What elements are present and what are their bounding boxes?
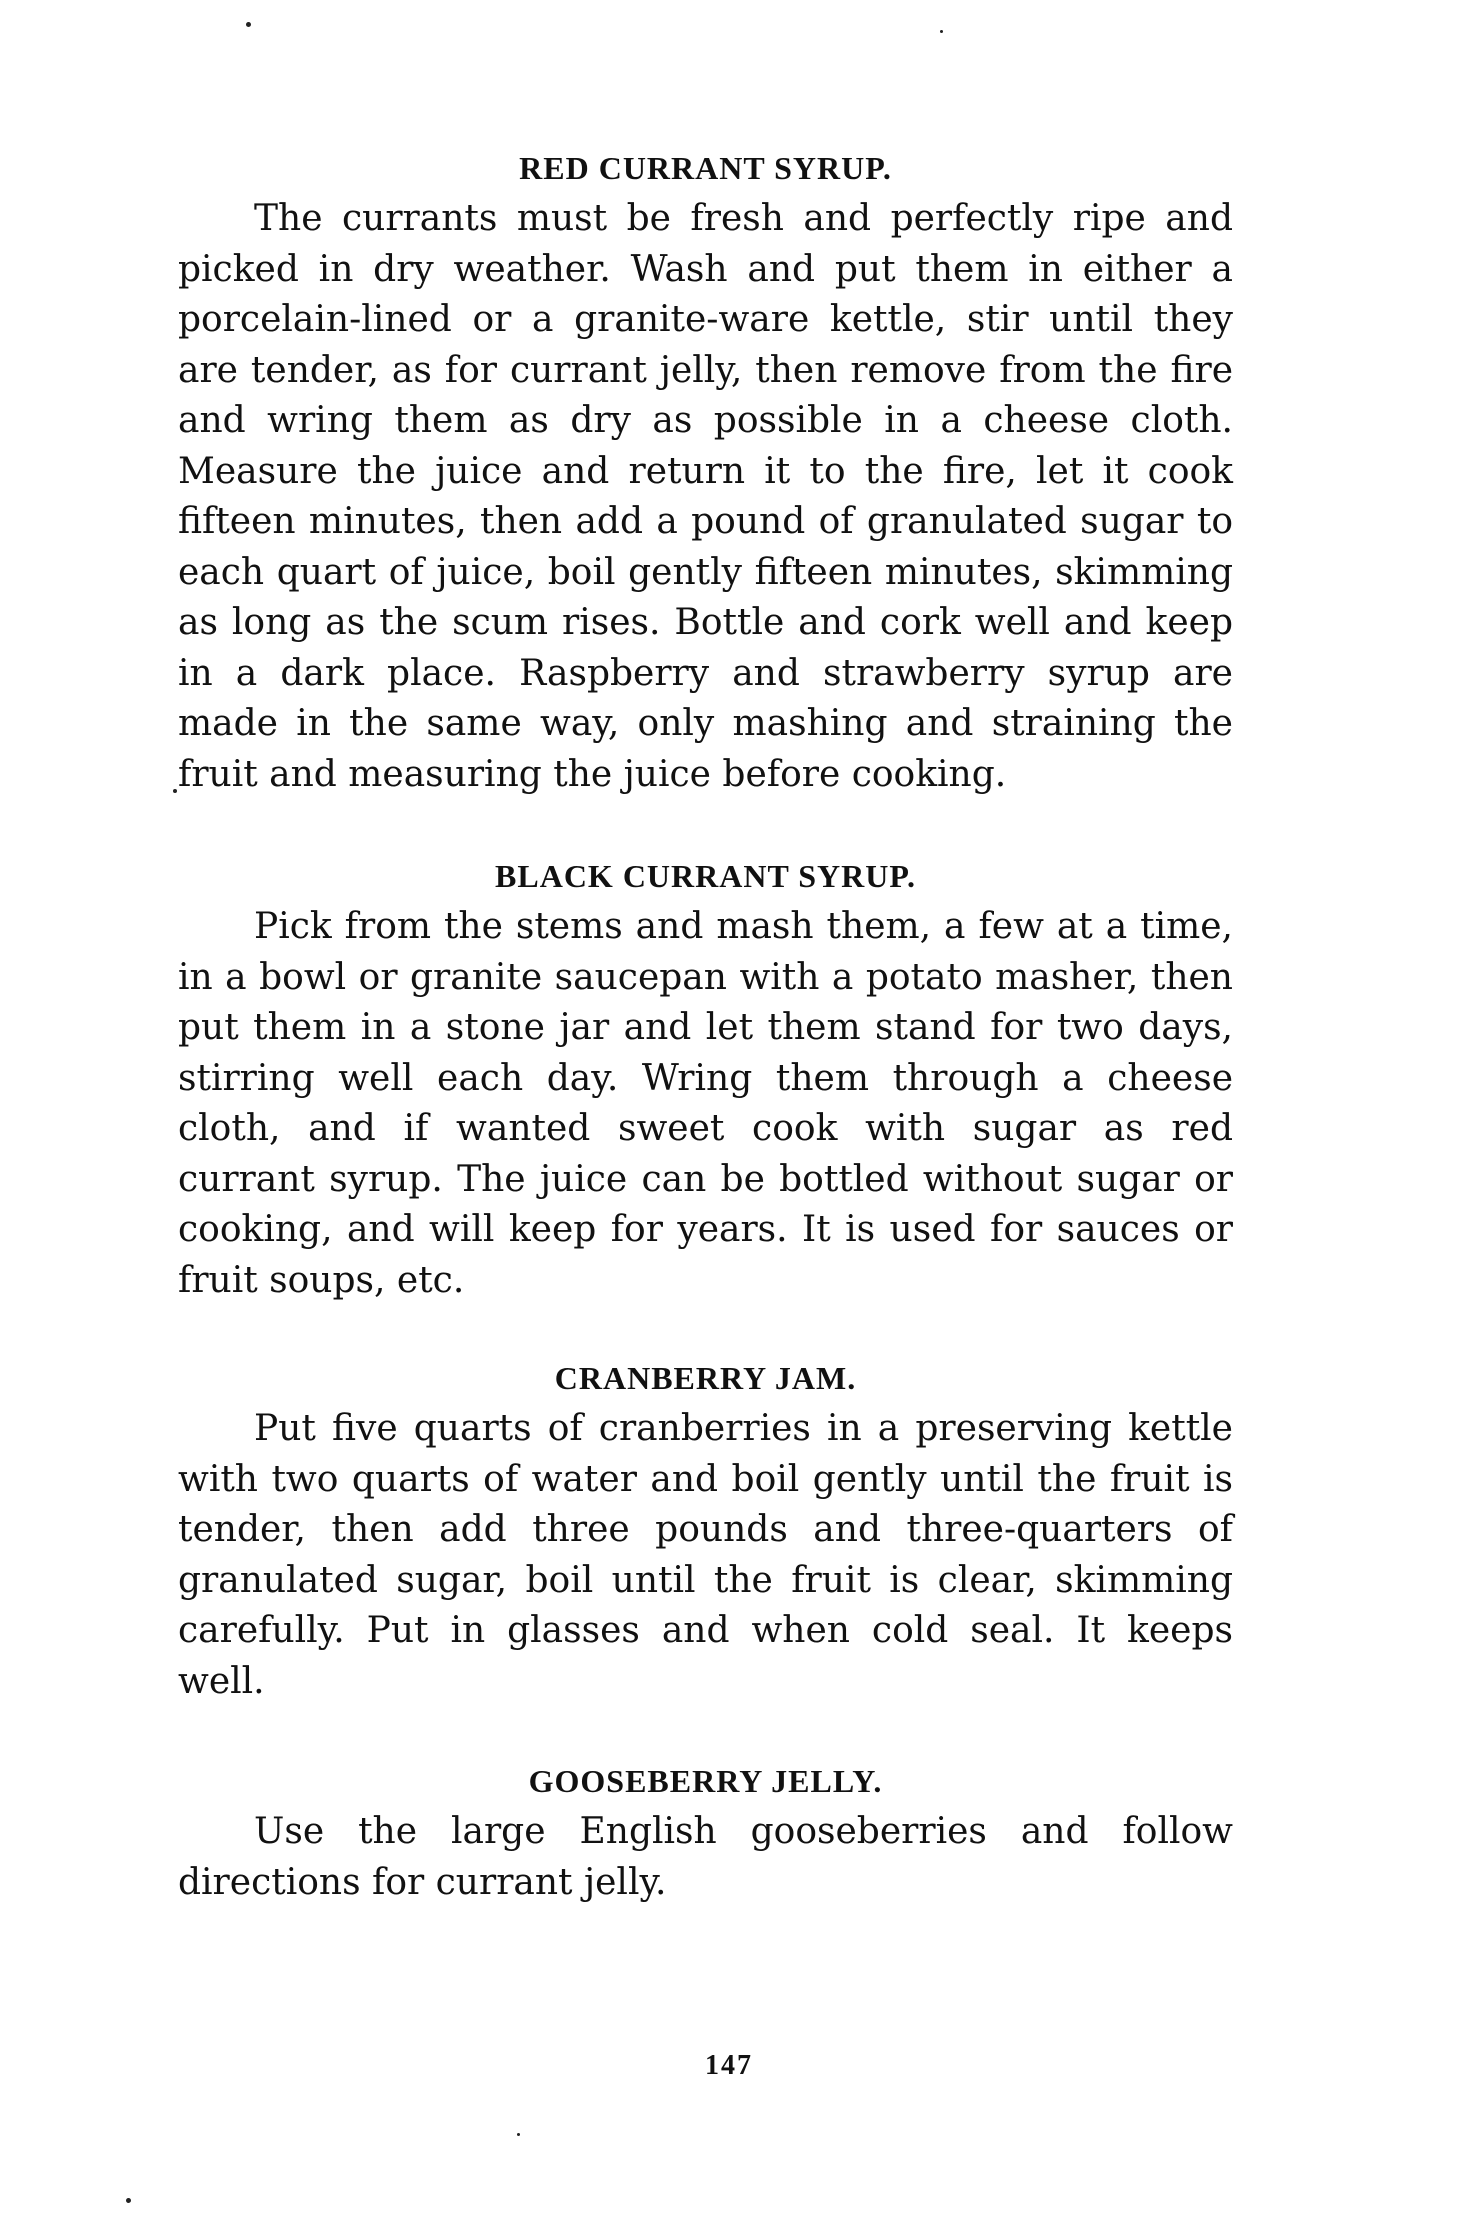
recipe-gooseberry-jelly (178, 1761, 1233, 1908)
recipe-title: CRANBERRY JAM. (554, 1360, 857, 1396)
scan-speck (940, 30, 943, 33)
scan-speck (126, 2198, 131, 2203)
scan-speck (517, 2133, 520, 2136)
page-number: 147 (705, 2050, 753, 2081)
recipe-cranberry-jam (178, 1358, 1233, 1707)
scan-speck (246, 22, 251, 27)
scan-speck (173, 789, 177, 793)
text-column (178, 148, 1233, 1908)
recipe-title: BLACK CURRANT SYRUP. (495, 858, 916, 894)
recipe-title: GOOSEBERRY JELLY. (528, 1763, 883, 1799)
recipe-black-currant-syrup (178, 856, 1233, 1306)
recipe-body: Pick from the stems and mash them, a few at a time, in a bowl or granite saucepan with a potato masher, then put them in a stone jar and let them stand for two days, stirring well each day. Wring them through a cheese cloth, and if wanted sweet cook with sugar as red currant syrup. The juice can be bottled without sugar or cooking, and will keep for years. It is used for sauces or fruit soups, etc. (178, 906, 1233, 1301)
recipe-body: The currants must be fresh and perfectly ripe and picked in dry weather. Wash and put them in either a porcelain-lined or a granite-ware kettle, stir until they are tender, as for currant jelly, then remove from the fire and wring them as dry as possible in a cheese cloth. Measure the juice and return it to the fire, let it cook fifteen minutes, then add a pound of granulated sugar to each quart of juice, boil gently fifteen minutes, skimming as long as the scum rises. Bottle and cork well and keep in a dark place. Raspberry and strawberry syrup are made in the same way, only mashing and straining the fruit and measuring the juice before cooking. (178, 198, 1233, 795)
recipe-red-currant-syrup (178, 148, 1233, 800)
recipe-body: Use the large English gooseberries and follow directions for currant jelly. (178, 1811, 1233, 1903)
recipe-title: RED CURRANT SYRUP. (519, 150, 892, 186)
recipe-body: Put five quarts of cranberries in a preserving kettle with two quarts of water and boil gently until the fruit is tender, then add three pounds and three-quarters of granulated sugar, boil until the fruit is clear, skimming carefully. Put in glasses and when cold seal. It keeps well. (178, 1408, 1233, 1702)
